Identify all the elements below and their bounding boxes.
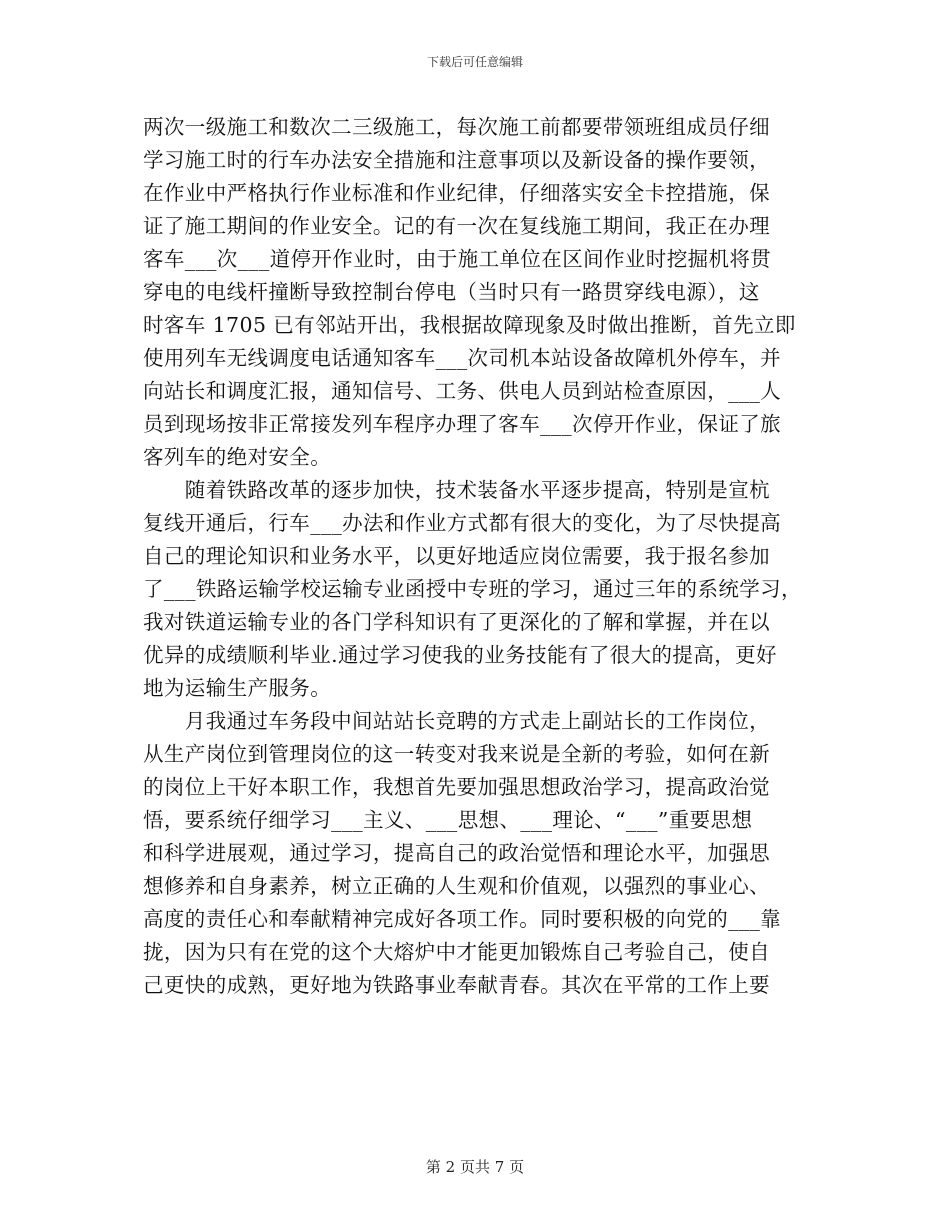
text-line: 客车___次___道停开作业时，由于施工单位在区间作业时挖掘机将贯 xyxy=(143,247,772,271)
text-line: 复线开通后，行车___办法和作业方式都有很大的变化，为了尽快提高 xyxy=(143,511,782,535)
text-line: 在作业中严格执行作业标准和作业纪律，仔细落实安全卡控措施，保 xyxy=(143,181,770,205)
text-line: 想修养和自身素养，树立正确的人生观和价值观，以强烈的事业心、 xyxy=(143,874,770,898)
text-line: 拢，因为只有在党的这个大熔炉中才能更加锻炼自己考验自己，使自 xyxy=(143,940,770,964)
text-line: 自己的理论知识和业务水平，以更好地适应岗位需要，我于报名参加 xyxy=(143,544,770,568)
text-line: 和科学进展观，通过学习，提高自己的政治觉悟和理论水平，加强思 xyxy=(143,841,770,865)
text-line: 我对铁道运输专业的各门学科知识有了更深化的了解和掌握，并在以 xyxy=(143,610,770,634)
text-line: 随着铁路改革的逐步加快，技术装备水平逐步提高，特别是宣杭 xyxy=(143,478,770,502)
text-line: 穿电的电线杆撞断导致控制台停电（当时只有一路贯穿线电源），这 xyxy=(143,280,760,304)
text-line: 学习施工时的行车办法安全措施和注意事项以及新设备的操作要领， xyxy=(143,148,770,172)
text-line: 优异的成绩顺利毕业.通过学习使我的业务技能有了很大的提高，更好 xyxy=(143,643,777,667)
text-line: 了___铁路运输学校运输专业函授中专班的学习，通过三年的系统学习， xyxy=(143,577,802,601)
text-line: 使用列车无线调度电话通知客车___次司机本站设备故障机外停车，并 xyxy=(143,346,782,370)
document-body xyxy=(143,111,823,1002)
page-header: 下载后可任意编辑 xyxy=(426,55,523,69)
text-line: 两次一级施工和数次二三级施工，每次施工前都要带领班组成员仔细 xyxy=(143,115,770,139)
text-line: 证了施工期间的作业安全。记的有一次在复线施工期间，我正在办理 xyxy=(143,214,770,238)
text-line: 月我通过车务段中间站站长竞聘的方式走上副站长的工作岗位， xyxy=(143,709,770,733)
text-line: 向站长和调度汇报，通知信号、工务、供电人员到站检查原因，___人 xyxy=(143,379,782,403)
page-footer: 第 2 页共 7 页 xyxy=(425,1158,525,1176)
text-line: 悟，要系统仔细学习___主义、___思想、___理论、“___”重要思想 xyxy=(143,808,753,832)
text-line: 地为运输生产服务。 xyxy=(143,676,332,700)
text-line: 己更快的成熟，更好地为铁路事业奉献青春。其次在平常的工作上要 xyxy=(143,973,770,997)
text-line: 员到现场按非正常接发列车程序办理了客车___次停开作业，保证了旅 xyxy=(143,412,782,436)
text-line: 从生产岗位到管理岗位的这一转变对我来说是全新的考验，如何在新 xyxy=(143,742,770,766)
text-line: 客列车的绝对安全。 xyxy=(143,445,332,469)
text-line: 的岗位上干好本职工作，我想首先要加强思想政治学习，提高政治觉 xyxy=(143,775,770,799)
text-line: 高度的责任心和奉献精神完成好各项工作。同时要积极的向党的___靠 xyxy=(143,907,782,931)
text-line: 时客车 1705 已有邻站开出，我根据故障现象及时做出推断，首先立即 xyxy=(143,313,796,337)
